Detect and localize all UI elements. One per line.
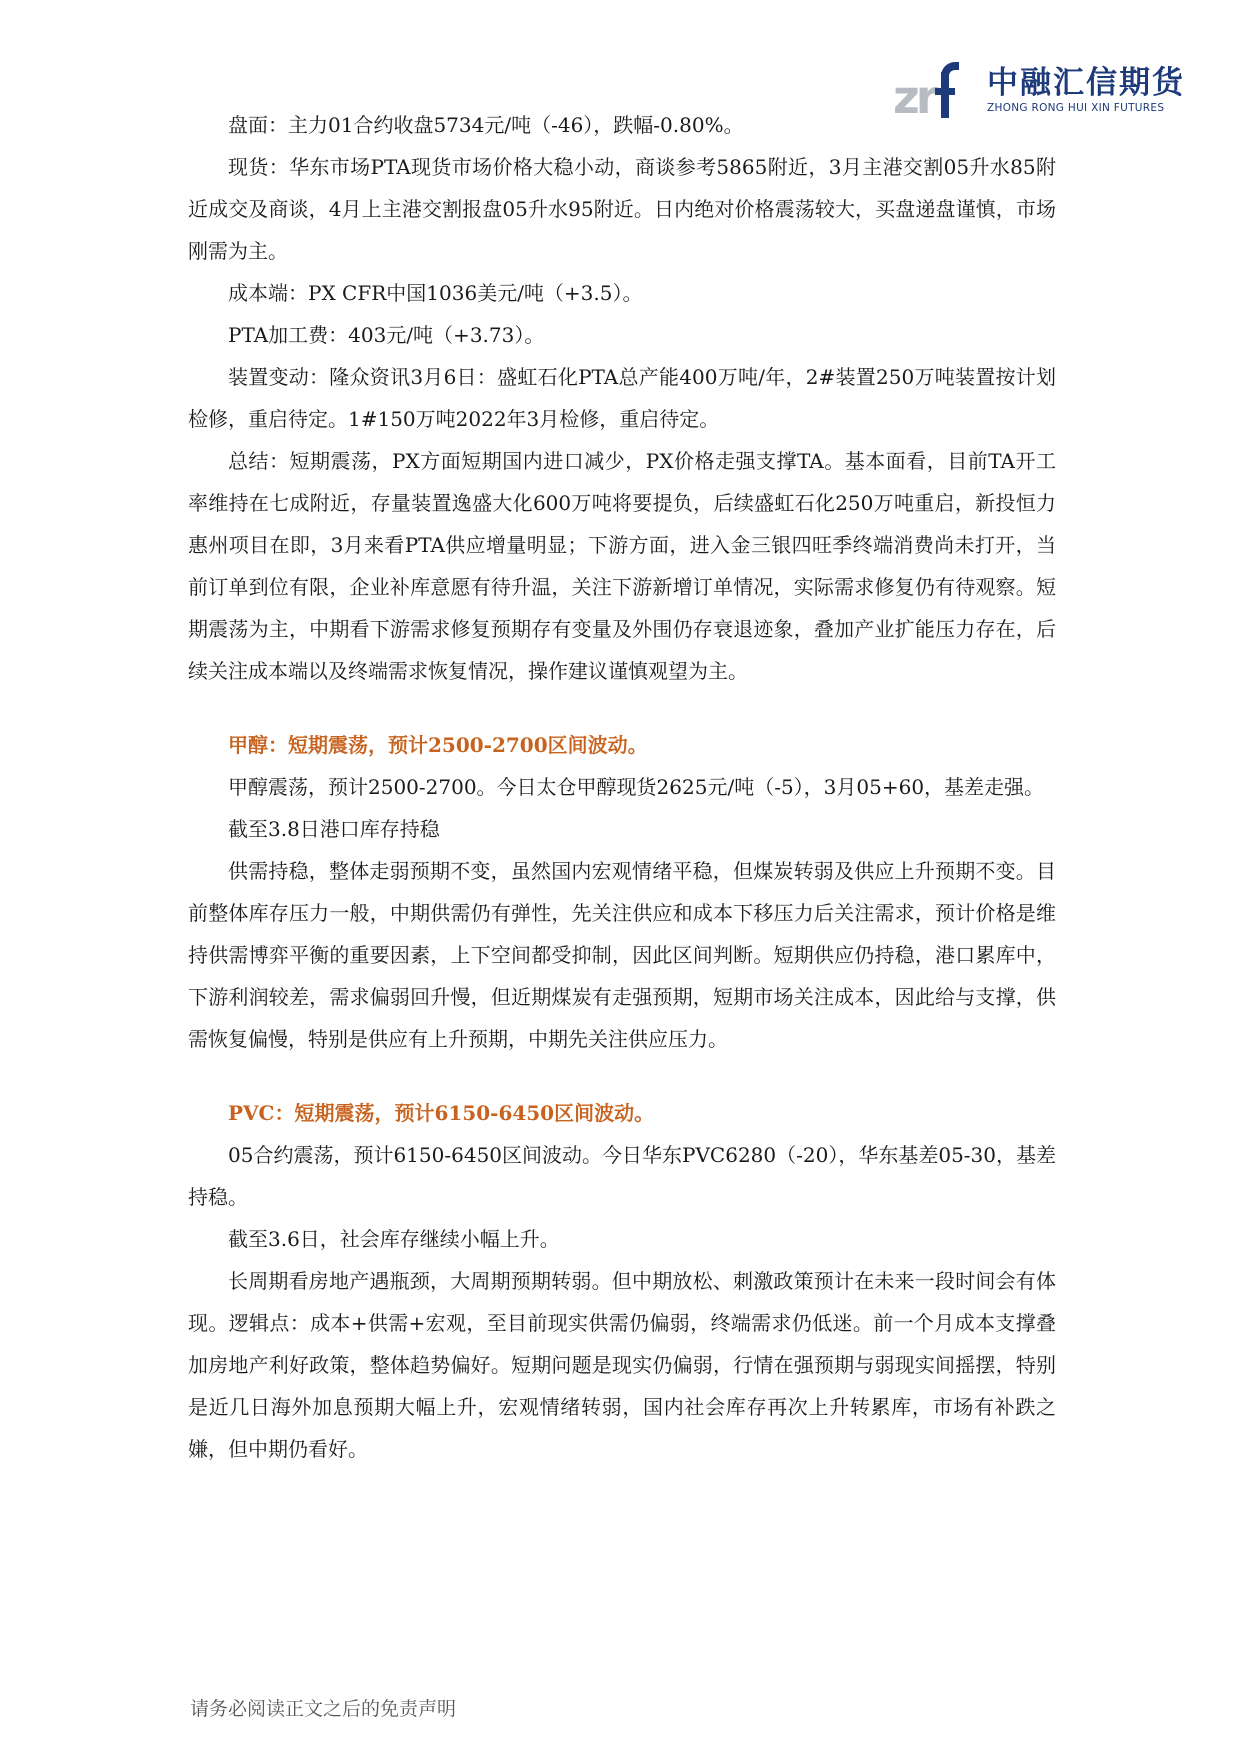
methanol-paragraph-1: 甲醇震荡，预计2500-2700。今日太仓甲醇现货2625元/吨（-5），3月05+60，基差走强。 xyxy=(228,775,1045,799)
pvc-paragraph-2: 截至3.6日，社会库存继续小幅上升。 xyxy=(228,1227,560,1251)
pta-plant-change-paragraph: 装置变动：隆众资讯3月6日：盛虹石化PTA总产能400万吨/年，2#装置250万吨装置按计划检修，重启待定。1#150万吨2022年3月检修，重启待定。 xyxy=(188,365,1056,431)
logo-mark-letters: zr xyxy=(893,70,935,124)
logo-name-en: ZHONG RONG HUI XIN FUTURES xyxy=(987,102,1165,115)
report-body xyxy=(188,104,1056,1470)
pta-spot-paragraph: 现货：华东市场PTA现货市场价格大稳小动，商谈参考5865附近，3月主港交割05升水85附近成交及商谈，4月上主港交割报盘05升水95附近。日内绝对价格震荡较大，买盘递盘谨慎，市场刚需为主。 xyxy=(188,155,1056,263)
pta-section xyxy=(188,104,1056,692)
pta-market-paragraph: 盘面：主力01合约收盘5734元/吨（-46），跌幅-0.80%。 xyxy=(228,113,744,137)
pvc-section xyxy=(188,1092,1056,1470)
methanol-paragraph-3: 供需持稳，整体走弱预期不变，虽然国内宏观情绪平稳，但煤炭转弱及供应上升预期不变。目前整体库存压力一般，中期供需仍有弹性，先关注供应和成本下移压力后关注需求，预计价格是维持供需博弈平衡的重要因素，上下空间都受抑制，因此区间判断。短期供应仍持稳，港口累库中，下游利润较差，需求偏弱回升慢，但近期煤炭有走强预期，短期市场关注成本，因此给与支撑，供需恢复偏慢，特别是供应有上升预期，中期先关注供应压力。 xyxy=(188,859,1056,1051)
methanol-section xyxy=(188,724,1056,1060)
pvc-heading: PVC：短期震荡，预计6150-6450区间波动。 xyxy=(228,1101,655,1125)
logo-name-cn: 中融汇信期货 xyxy=(987,64,1185,101)
pta-cost-paragraph: 成本端：PX CFR中国1036美元/吨（+3.5）。 xyxy=(228,281,643,305)
methanol-paragraph-2: 截至3.8日港口库存持稳 xyxy=(228,817,440,841)
pta-summary-paragraph: 总结：短期震荡，PX方面短期国内进口减少，PX价格走强支撑TA。基本面看，目前TA开工率维持在七成附近，存量装置逸盛大化600万吨将要提负，后续盛虹石化250万吨重启，新投恒力惠州项目在即，3月来看PTA供应增量明显；下游方面，进入金三银四旺季终端消费尚未打开，当前订单到位有限，企业补库意愿有待升温，关注下游新增订单情况，实际需求修复仍有待观察。短期震荡为主，中期看下游需求修复预期存有变量及外围仍存衰退迹象，叠加产业扩能压力存在，后续关注成本端以及终端需求恢复情况，操作建议谨慎观望为主。 xyxy=(188,449,1056,683)
pvc-paragraph-3: 长周期看房地产遇瓶颈，大周期预期转弱。但中期放松、刺激政策预计在未来一段时间会有体现。逻辑点：成本+供需+宏观，至目前现实供需仍偏弱，终端需求仍低迷。前一个月成本支撑叠加房地产利好政策，整体趋势偏好。短期问题是现实仍偏弱，行情在强预期与弱现实间摇摆，特别是近几日海外加息预期大幅上升，宏观情绪转弱，国内社会库存再次上升转累库，市场有补跌之嫌，但中期仍看好。 xyxy=(188,1269,1056,1461)
pta-processing-fee-paragraph: PTA加工费：403元/吨（+3.73）。 xyxy=(228,323,545,347)
methanol-heading: 甲醇：短期震荡，预计2500-2700区间波动。 xyxy=(228,733,648,757)
footer-disclaimer: 请务必阅读正文之后的免责声明 xyxy=(190,1698,457,1720)
pvc-paragraph-1: 05合约震荡，预计6150-6450区间波动。今日华东PVC6280（-20），华东基差05-30，基差持稳。 xyxy=(188,1143,1056,1209)
